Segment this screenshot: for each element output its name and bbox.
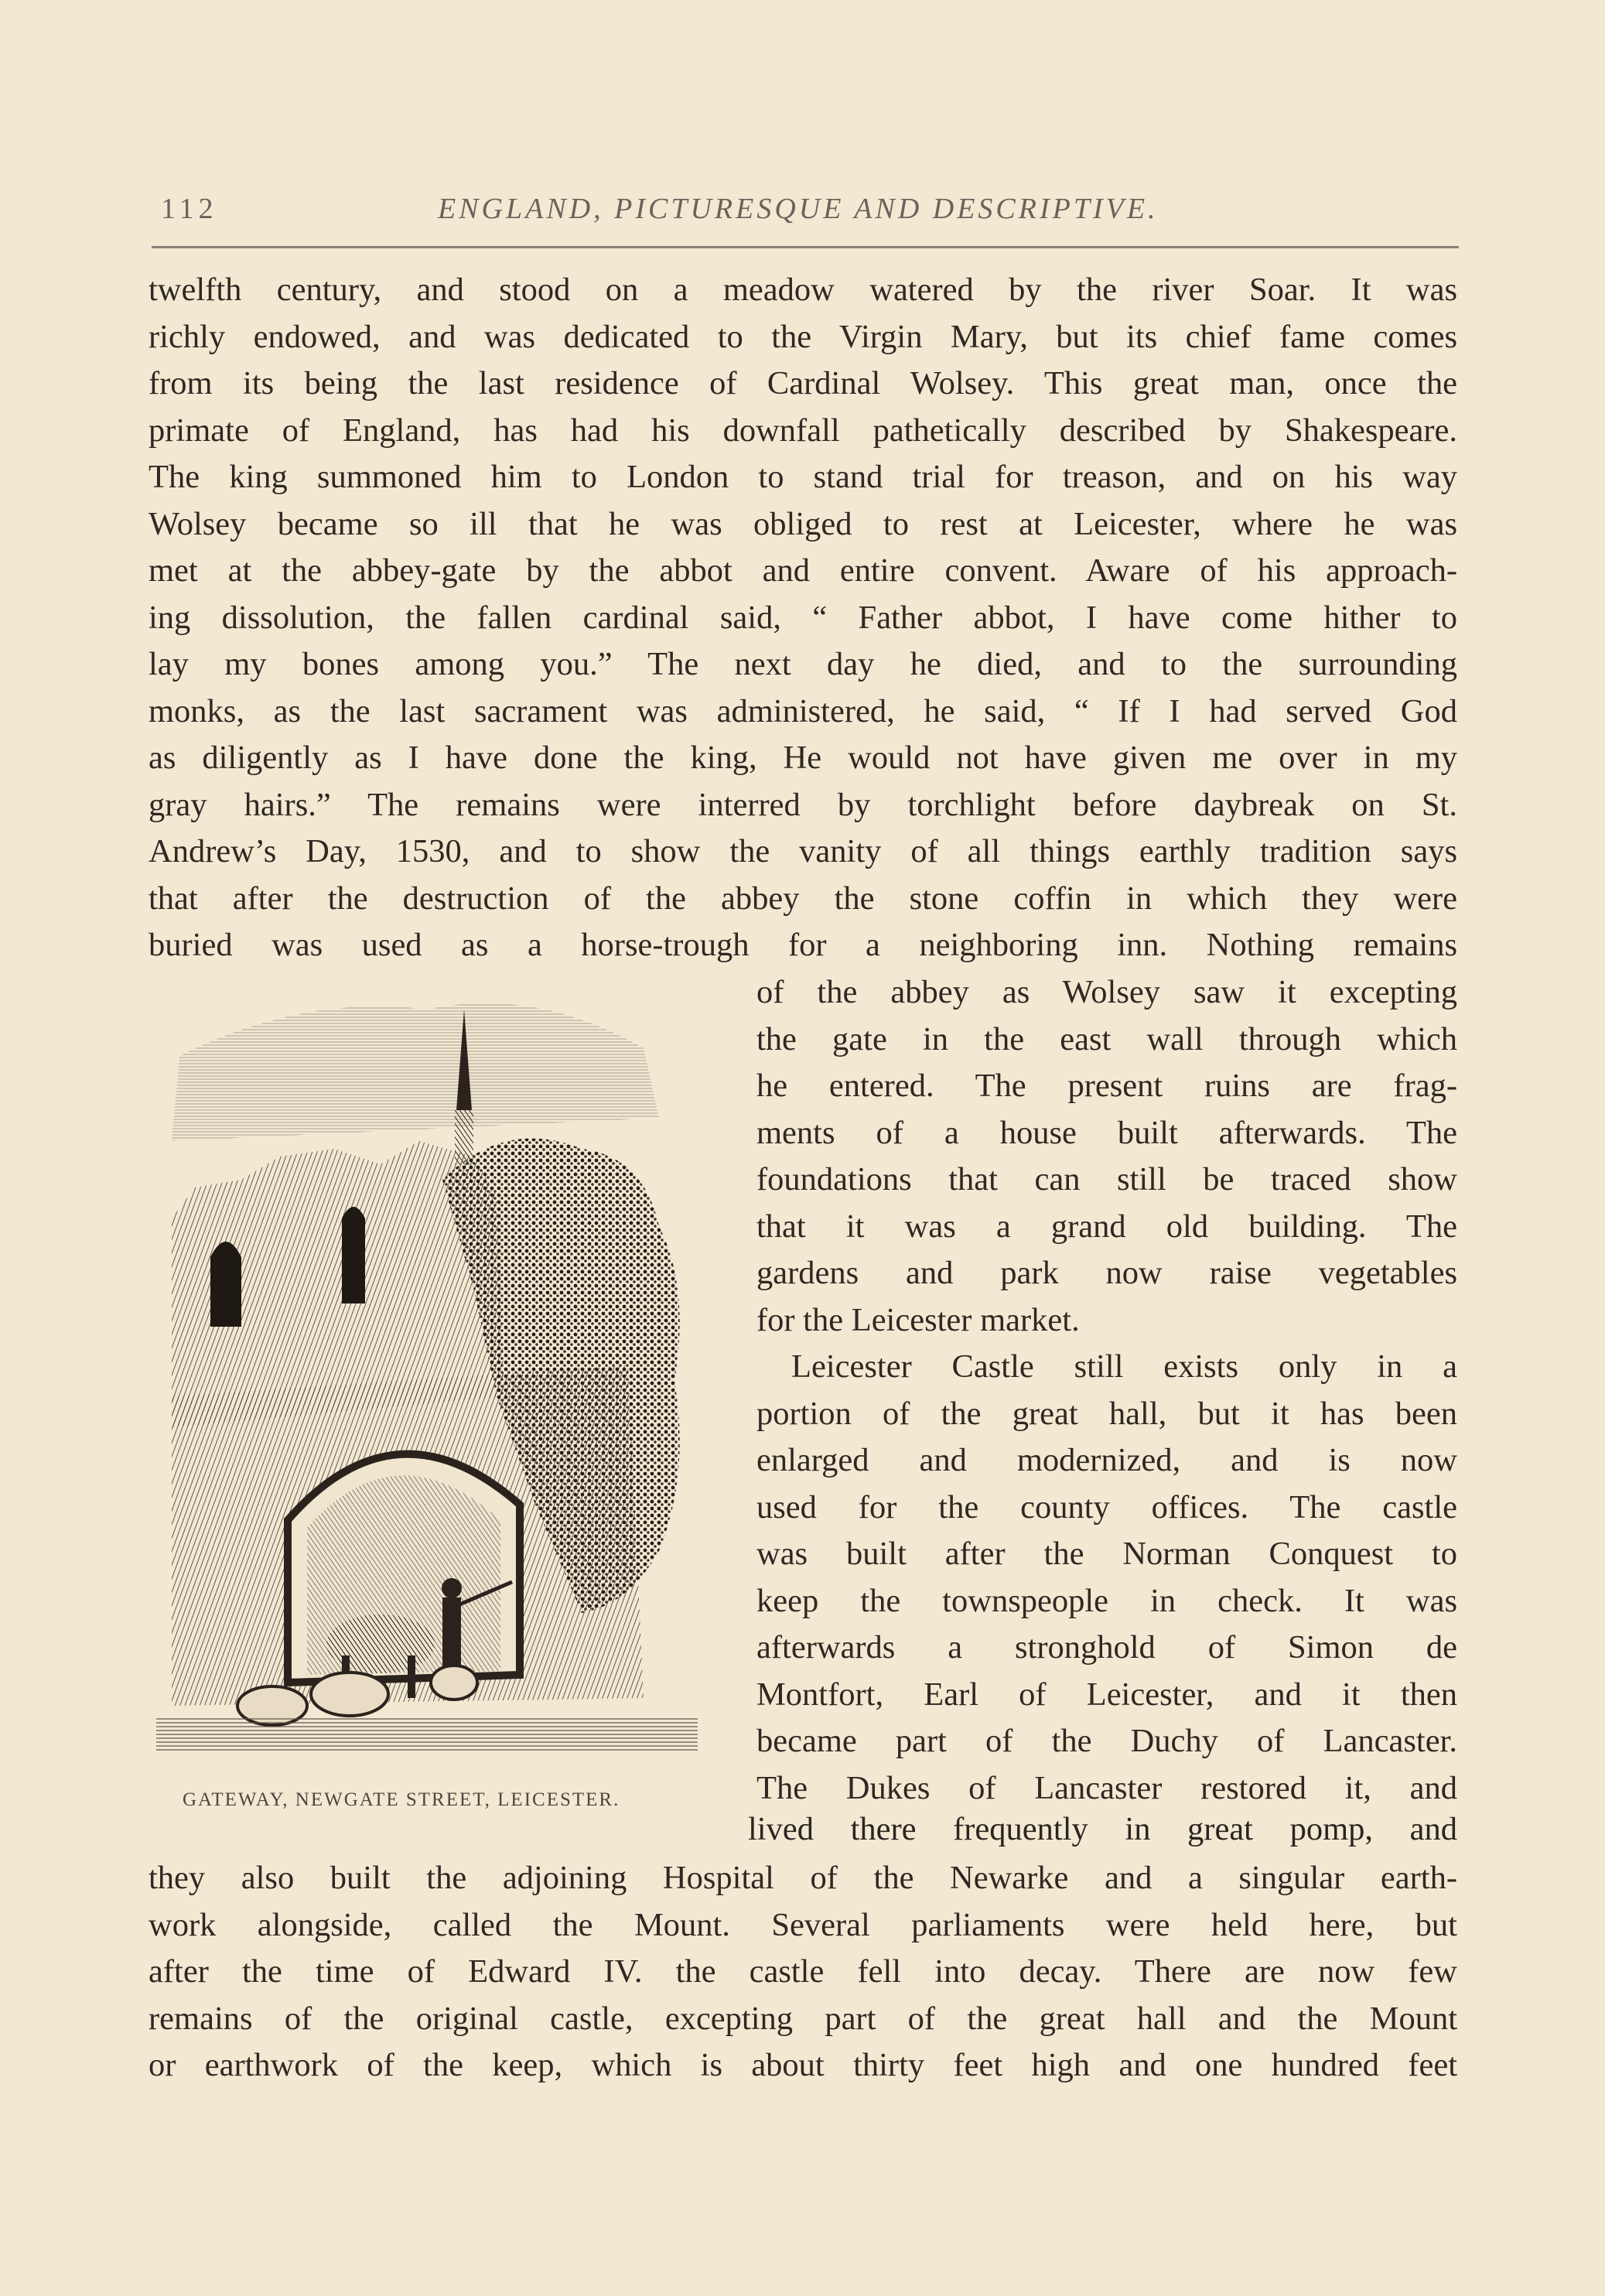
text-line: remains of the original castle, excepting part of the great hall and the Mount [149, 2000, 1457, 2037]
text-line: monks, as the last sacrament was administered, he said, “ If I had served God [149, 692, 1457, 729]
text-line: of the abbey as Wolsey saw it excepting [756, 974, 1457, 1010]
text-line: ments of a house built afterwards. The [756, 1114, 1457, 1151]
text-line: that it was a grand old building. The [756, 1208, 1457, 1245]
text-line: Leicester Castle still exists only in a [791, 1348, 1457, 1385]
text-line: became part of the Duchy of Lancaster. [756, 1723, 1457, 1759]
text-line: twelfth century, and stood on a meadow watered by the river Soar. It was [149, 272, 1457, 308]
text-line: afterwards a stronghold of Simon de [756, 1629, 1457, 1666]
text-line: The Dukes of Lancaster restored it, and [756, 1769, 1457, 1806]
text-line: Montfort, Earl of Leicester, and it then [756, 1676, 1457, 1713]
text-line: he entered. The present ruins are frag- [756, 1068, 1457, 1104]
text-line: met at the abbey-gate by the abbot and entire convent. Aware of his approach- [149, 552, 1457, 589]
text-line: lay my bones among you.” The next day he died, and to the surrounding [149, 646, 1457, 682]
text-line: buried was used as a horse-trough for a neighboring inn. Nothing remains [149, 927, 1457, 963]
text-line: richly endowed, and was dedicated to the Virgin Mary, but its chief fame comes [149, 318, 1457, 355]
text-line: gardens and park now raise vegetables [756, 1255, 1457, 1291]
text-line: The king summoned him to London to stand trial for treason, and on his way [149, 459, 1457, 495]
text-line: or earthwork of the keep, which is about thirty feet high and one hundred feet [149, 2047, 1457, 2083]
text-line: gray hairs.” The remains were interred by torchlight before daybreak on St. [149, 786, 1457, 823]
text-line: was built after the Norman Conquest to [756, 1536, 1457, 1572]
text-line: lived there frequently in great pomp, and [748, 1811, 1457, 1847]
text-line: primate of England, has had his downfall pathetically described by Shakespeare. [149, 412, 1457, 449]
text-line: that after the destruction of the abbey the stone coffin in which they were [149, 880, 1457, 917]
text-line: ing dissolution, the fallen cardinal said, “ Father abbot, I have come hither to [149, 599, 1457, 636]
text-line: portion of the great hall, but it has been [756, 1395, 1457, 1432]
text-line: they also built the adjoining Hospital of the Newarke and a singular earth- [149, 1860, 1457, 1896]
text-line: as diligently as I have done the king, He would not have given me over in my [149, 740, 1457, 776]
header-rule [152, 246, 1459, 248]
text-line: used for the county offices. The castle [756, 1488, 1457, 1526]
gateway-illustration [149, 963, 726, 1760]
text-line: for the Leicester market. [756, 1301, 1080, 1338]
text-line: Andrew’s Day, 1530, and to show the vanity of all things earthly tradition says [149, 833, 1457, 870]
figure-caption: GATEWAY, NEWGATE STREET, LEICESTER. [183, 1789, 620, 1810]
text-line: enlarged and modernized, and is now [756, 1442, 1457, 1478]
page-number: 112 [161, 193, 218, 225]
side-paragraph [756, 969, 1457, 1812]
page-header [152, 192, 1459, 238]
text-line: the gate in the east wall through which [756, 1020, 1457, 1057]
text-line: Wolsey became so ill that he was obliged to rest at Leicester, where he was [149, 505, 1457, 542]
text-line: after the time of Edward IV. the castle fell into decay. There are now few [149, 1953, 1457, 1990]
text-line: from its being the last residence of Cardinal Wolsey. This great man, once the [149, 365, 1457, 401]
text-line: foundations that can still be traced show [756, 1161, 1457, 1198]
top-paragraph [149, 267, 1457, 969]
bottom-paragraph [149, 1855, 1457, 2089]
text-line: work alongside, called the Mount. Several parliaments were held here, but [149, 1906, 1457, 1943]
text-line: keep the townspeople in check. It was [756, 1582, 1457, 1619]
running-title: ENGLAND, PICTURESQUE AND DESCRIPTIVE. [438, 193, 1159, 225]
engraving-gateway [149, 963, 726, 1760]
